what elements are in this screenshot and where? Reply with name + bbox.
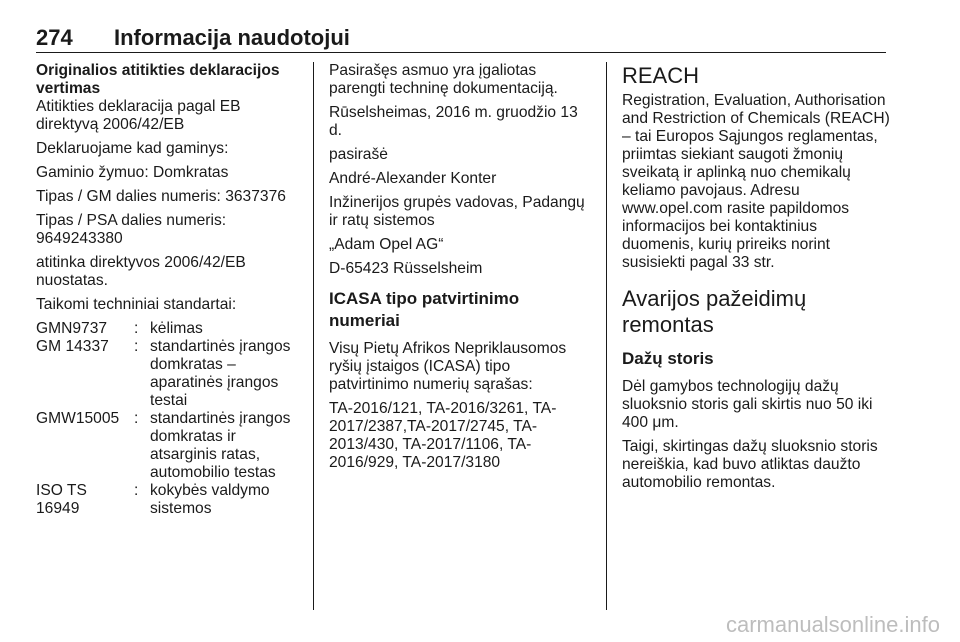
standard-separator: : [134,338,139,355]
paragraph: Rūselsheimas, 2016 m. gruodžio 13 d. [329,104,578,139]
paragraph: atitinka direktyvos 2006/42/EB nuostatas. [36,254,246,289]
page-number: 274 [36,25,73,50]
paragraph: Taikomi techniniai standartai: [36,296,237,313]
standards-list [36,320,298,518]
paragraph: TA-2016/121, TA-2016/3261, TA-2017/2387,TA-2017/2745, TA-2013/430, TA-2017/1106, TA-2016/929, TA-2017/3180 [329,400,557,471]
page-title: Informacija naudotojui [114,25,350,50]
paragraph: Taigi, skirtingas dažų sluoksnio storis nereiškia, kad buvo atliktas daužto automobilio remontas. [622,438,878,491]
standard-description: kėlimas [150,320,203,337]
paragraph: Tipas / PSA dalies numeris: 9649243380 [36,212,227,247]
standard-separator: : [134,320,139,337]
standard-code: ISO TS 16949 [36,482,87,517]
standard-description: standartinės įrangos domkratas – aparatinės įrangos testai [150,338,291,409]
standard-description: kokybės valdymo sistemos [150,482,270,517]
column-middle [329,62,593,478]
watermark: carmanualsonline.info [725,612,940,637]
repair-heading: Avarijos pažeidimų remontas [622,286,807,337]
paragraph: Visų Pietų Afrikos Nepriklausomos ryšių įstaigos (ICASA) tipo patvirtinimo numerių sąrašas: [329,340,567,393]
standard-code: GMN9737 [36,320,108,337]
column-right [622,62,892,498]
standard-description: standartinės įrangos domkratas ir atsarginis ratas, automobilio testas [150,410,291,481]
paint-heading: Dažų storis [622,349,714,368]
column-left [36,62,298,518]
paragraph: „Adam Opel AG“ [329,236,444,253]
page-header [36,26,886,53]
standard-code: GM 14337 [36,338,109,355]
paragraph: Deklaruojame kad gaminys: [36,140,229,157]
paragraph: Tipas / GM dalies numeris: 3637376 [36,188,286,205]
standard-separator: : [134,482,139,499]
section-heading: Originalios atitikties deklaracijos vertimas [36,62,280,97]
paragraph: D-65423 Rüsselsheim [329,260,483,277]
icasa-heading: ICASA tipo patvirtinimo numeriai [329,289,520,330]
standard-row [36,320,298,338]
paragraph: Atitikties deklaracija pagal EB direktyvą 2006/42/EB [36,98,241,133]
reach-heading: REACH [622,63,700,88]
paragraph: Dėl gamybos technologijų dažų sluoksnio storis gali skirtis nuo 50 iki 400 μm. [622,378,873,431]
standard-row [36,410,298,482]
paragraph: Inžinerijos grupės vadovas, Padangų ir ratų sistemos [329,194,585,229]
paragraph: Registration, Evaluation, Authorisation and Restriction of Chemicals (REACH) – tai Europos Sąjungos reglamentas, priimtas siekiant saugoti žmonių sveikatą ir aplinką nuo chemikalų keliamo pavojaus. Adresu www.opel.com rasite papildomos informacijos bei kontaktinius duomenis, kurių prireiks norint susisiekti pagal 33 str. [622,92,890,271]
paragraph: André-Alexander Konter [329,170,497,187]
paragraph: Pasirašęs asmuo yra įgaliotas parengti techninę dokumentaciją. [329,62,558,97]
standard-separator: : [134,410,139,427]
paragraph: pasirašė [329,146,388,163]
column-divider [313,62,314,610]
standard-code: GMW15005 [36,410,120,427]
standard-row [36,338,298,410]
column-divider [606,62,607,610]
standard-row [36,482,298,518]
paragraph: Gaminio žymuo: Domkratas [36,164,229,181]
